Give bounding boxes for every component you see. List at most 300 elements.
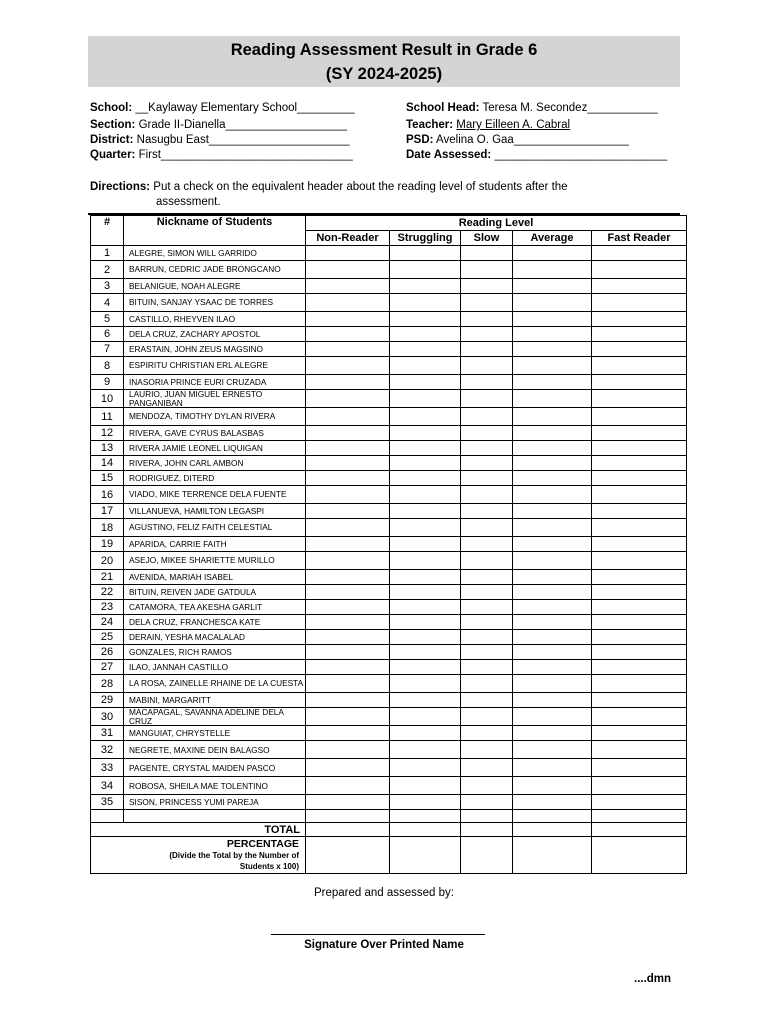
blank-cell — [461, 810, 513, 823]
student-name: RIVERA JAMIE LEONEL LIQUIGAN — [124, 441, 306, 456]
level-header: Average — [513, 231, 592, 246]
table-row — [91, 486, 687, 504]
check-cell[interactable] — [306, 504, 390, 519]
table-row — [91, 246, 687, 261]
check-cell[interactable] — [592, 645, 687, 660]
check-cell[interactable] — [513, 441, 592, 456]
student-name: CASTILLO, RHEYVEN ILAO — [124, 312, 306, 327]
student-number: 7 — [91, 342, 124, 357]
check-cell[interactable] — [592, 246, 687, 261]
school-field — [90, 102, 355, 114]
check-cell[interactable] — [461, 615, 513, 630]
student-name: RIVERA, GAVE CYRUS BALASBAS — [124, 426, 306, 441]
check-cell[interactable] — [592, 375, 687, 390]
school-label: School: — [90, 102, 133, 114]
student-name: VIADO, MIKE TERRENCE DELA FUENTE — [124, 486, 306, 504]
check-cell[interactable] — [513, 693, 592, 708]
percentage-cell — [390, 837, 461, 874]
table-row — [91, 519, 687, 537]
check-cell[interactable] — [461, 660, 513, 675]
check-cell[interactable] — [390, 261, 461, 279]
check-cell[interactable] — [390, 519, 461, 537]
quarter-value: First______________________________ — [138, 149, 353, 161]
student-number: 11 — [91, 408, 124, 426]
check-cell[interactable] — [306, 426, 390, 441]
table-row — [91, 693, 687, 708]
check-cell[interactable] — [592, 426, 687, 441]
student-name: PAGENTE, CRYSTAL MAIDEN PASCO — [124, 759, 306, 777]
teacher-label: Teacher: — [406, 119, 454, 131]
check-cell[interactable] — [513, 471, 592, 486]
table-row — [91, 660, 687, 675]
check-cell[interactable] — [390, 408, 461, 426]
check-cell[interactable] — [592, 726, 687, 741]
check-cell[interactable] — [461, 294, 513, 312]
check-cell[interactable] — [461, 693, 513, 708]
student-name: SISON, PRINCESS YUMI PAREJA — [124, 795, 306, 810]
check-cell[interactable] — [592, 471, 687, 486]
check-cell[interactable] — [513, 504, 592, 519]
check-cell[interactable] — [390, 630, 461, 645]
check-cell[interactable] — [513, 375, 592, 390]
check-cell[interactable] — [306, 570, 390, 585]
district-field — [90, 134, 350, 146]
check-cell[interactable] — [513, 645, 592, 660]
check-cell[interactable] — [390, 456, 461, 471]
page-title: Reading Assessment Result in Grade 6 — [230, 41, 538, 59]
date-assessed-field — [406, 149, 667, 161]
student-number: 18 — [91, 519, 124, 537]
student-number: 16 — [91, 486, 124, 504]
check-cell[interactable] — [592, 408, 687, 426]
check-cell[interactable] — [461, 570, 513, 585]
col-num-header: # — [91, 216, 124, 246]
check-cell[interactable] — [390, 327, 461, 342]
student-name: ASEJO, MIKEE SHARIETTE MURILLO — [124, 552, 306, 570]
check-cell[interactable] — [513, 660, 592, 675]
blank-cell — [91, 810, 124, 823]
check-cell[interactable] — [592, 675, 687, 693]
check-cell[interactable] — [513, 726, 592, 741]
check-cell[interactable] — [513, 327, 592, 342]
total-label: TOTAL — [91, 823, 306, 837]
student-number: 13 — [91, 441, 124, 456]
teacher-field — [406, 119, 570, 131]
student-name: CATAMORA, TEA AKESHA GARLIT — [124, 600, 306, 615]
check-cell[interactable] — [513, 279, 592, 294]
check-cell[interactable] — [390, 504, 461, 519]
check-cell[interactable] — [461, 312, 513, 327]
check-cell[interactable] — [306, 552, 390, 570]
table-row — [91, 726, 687, 741]
check-cell[interactable] — [592, 390, 687, 408]
check-cell[interactable] — [390, 246, 461, 261]
check-cell[interactable] — [461, 327, 513, 342]
check-cell[interactable] — [513, 570, 592, 585]
check-cell[interactable] — [513, 552, 592, 570]
check-cell[interactable] — [513, 342, 592, 357]
check-cell[interactable] — [306, 312, 390, 327]
reading-level-table — [90, 215, 687, 874]
school-year: (SY 2024-2025) — [325, 65, 443, 83]
directions-label: Directions: — [90, 181, 151, 193]
check-cell[interactable] — [592, 552, 687, 570]
percentage-cell — [513, 837, 592, 874]
check-cell[interactable] — [592, 312, 687, 327]
check-cell[interactable] — [306, 408, 390, 426]
table-row — [91, 585, 687, 600]
student-name: INASORIA PRINCE EURI CRUZADA — [124, 375, 306, 390]
student-name: DELA CRUZ, FRANCHESCA KATE — [124, 615, 306, 630]
check-cell[interactable] — [390, 426, 461, 441]
check-cell[interactable] — [592, 327, 687, 342]
check-cell[interactable] — [306, 261, 390, 279]
check-cell[interactable] — [390, 342, 461, 357]
signature-label: Signature Over Printed Name — [304, 939, 464, 951]
check-cell[interactable] — [513, 615, 592, 630]
check-cell[interactable] — [592, 519, 687, 537]
check-cell[interactable] — [461, 357, 513, 375]
student-name: BELANIGUE, NOAH ALEGRE — [124, 279, 306, 294]
student-number: 27 — [91, 660, 124, 675]
check-cell[interactable] — [461, 795, 513, 810]
student-number: 32 — [91, 741, 124, 759]
check-cell[interactable] — [513, 246, 592, 261]
check-cell[interactable] — [390, 537, 461, 552]
check-cell[interactable] — [306, 456, 390, 471]
check-cell[interactable] — [461, 441, 513, 456]
check-cell[interactable] — [592, 585, 687, 600]
check-cell[interactable] — [390, 570, 461, 585]
check-cell[interactable] — [306, 375, 390, 390]
student-name: DERAIN, YESHA MACALALAD — [124, 630, 306, 645]
check-cell[interactable] — [306, 795, 390, 810]
check-cell[interactable] — [513, 426, 592, 441]
check-cell[interactable] — [306, 246, 390, 261]
student-number: 31 — [91, 726, 124, 741]
check-cell[interactable] — [513, 390, 592, 408]
check-cell[interactable] — [461, 537, 513, 552]
check-cell[interactable] — [306, 630, 390, 645]
quarter-label: Quarter: — [90, 149, 136, 161]
table-row — [91, 552, 687, 570]
date-assessed-label: Date Assessed: — [406, 149, 492, 161]
check-cell[interactable] — [513, 312, 592, 327]
check-cell[interactable] — [513, 630, 592, 645]
check-cell[interactable] — [592, 630, 687, 645]
check-cell[interactable] — [461, 456, 513, 471]
student-name: AVENIDA, MARIAH ISABEL — [124, 570, 306, 585]
check-cell[interactable] — [461, 426, 513, 441]
check-cell[interactable] — [306, 645, 390, 660]
student-number: 6 — [91, 327, 124, 342]
check-cell[interactable] — [513, 261, 592, 279]
check-cell[interactable] — [461, 504, 513, 519]
check-cell[interactable] — [513, 777, 592, 795]
check-cell[interactable] — [306, 693, 390, 708]
check-cell[interactable] — [592, 261, 687, 279]
check-cell[interactable] — [461, 519, 513, 537]
table-row — [91, 456, 687, 471]
student-number: 26 — [91, 645, 124, 660]
check-cell[interactable] — [513, 537, 592, 552]
check-cell[interactable] — [306, 342, 390, 357]
student-number: 33 — [91, 759, 124, 777]
check-cell[interactable] — [592, 795, 687, 810]
table-row — [91, 741, 687, 759]
student-name: MACAPAGAL, SAVANNA ADELINE DELA CRUZ — [124, 708, 306, 726]
check-cell[interactable] — [513, 759, 592, 777]
table-row — [91, 759, 687, 777]
check-cell[interactable] — [390, 615, 461, 630]
student-name: BITUIN, REIVEN JADE GATDULA — [124, 585, 306, 600]
check-cell[interactable] — [513, 795, 592, 810]
check-cell[interactable] — [461, 675, 513, 693]
check-cell[interactable] — [592, 777, 687, 795]
total-cell — [592, 823, 687, 837]
check-cell[interactable] — [390, 294, 461, 312]
check-cell[interactable] — [513, 294, 592, 312]
check-cell[interactable] — [390, 471, 461, 486]
check-cell[interactable] — [461, 375, 513, 390]
student-number: 1 — [91, 246, 124, 261]
check-cell[interactable] — [306, 441, 390, 456]
teacher-value: Mary Eilleen A. Cabral — [456, 119, 571, 131]
total-cell — [461, 823, 513, 837]
check-cell[interactable] — [461, 759, 513, 777]
percentage-cell — [461, 837, 513, 874]
check-cell[interactable] — [390, 441, 461, 456]
student-name: BARRUN, CEDRIC JADE BRONGCANO — [124, 261, 306, 279]
check-cell[interactable] — [306, 585, 390, 600]
table-row — [91, 342, 687, 357]
student-number: 30 — [91, 708, 124, 726]
table-row — [91, 777, 687, 795]
check-cell[interactable] — [592, 342, 687, 357]
table-row — [91, 375, 687, 390]
check-cell[interactable] — [592, 708, 687, 726]
check-cell[interactable] — [592, 279, 687, 294]
check-cell[interactable] — [306, 519, 390, 537]
signature-line — [271, 934, 485, 935]
check-cell[interactable] — [390, 600, 461, 615]
table-row — [91, 630, 687, 645]
check-cell[interactable] — [306, 615, 390, 630]
check-cell[interactable] — [513, 486, 592, 504]
student-number: 20 — [91, 552, 124, 570]
check-cell[interactable] — [513, 456, 592, 471]
check-cell[interactable] — [513, 408, 592, 426]
check-cell[interactable] — [461, 708, 513, 726]
check-cell[interactable] — [306, 471, 390, 486]
table-row — [91, 675, 687, 693]
check-cell[interactable] — [461, 342, 513, 357]
check-cell[interactable] — [592, 357, 687, 375]
student-name: AGUSTINO, FELIZ FAITH CELESTIAL — [124, 519, 306, 537]
check-cell[interactable] — [306, 279, 390, 294]
student-name: VILLANUEVA, HAMILTON LEGASPI — [124, 504, 306, 519]
check-cell[interactable] — [306, 759, 390, 777]
psd-field — [406, 134, 629, 146]
table-row — [91, 327, 687, 342]
check-cell[interactable] — [461, 777, 513, 795]
check-cell[interactable] — [592, 441, 687, 456]
check-cell[interactable] — [592, 693, 687, 708]
total-row — [91, 823, 687, 837]
check-cell[interactable] — [306, 390, 390, 408]
check-cell[interactable] — [306, 357, 390, 375]
check-cell[interactable] — [461, 279, 513, 294]
check-cell[interactable] — [513, 708, 592, 726]
check-cell[interactable] — [592, 456, 687, 471]
student-name: DELA CRUZ, ZACHARY APOSTOL — [124, 327, 306, 342]
check-cell[interactable] — [390, 375, 461, 390]
student-number: 22 — [91, 585, 124, 600]
check-cell[interactable] — [390, 675, 461, 693]
blank-cell — [124, 810, 306, 823]
student-number: 3 — [91, 279, 124, 294]
quarter-field — [90, 149, 353, 161]
check-cell[interactable] — [390, 312, 461, 327]
percentage-row — [91, 837, 687, 874]
check-cell[interactable] — [513, 357, 592, 375]
check-cell[interactable] — [306, 741, 390, 759]
table-row — [91, 294, 687, 312]
check-cell[interactable] — [461, 585, 513, 600]
check-cell[interactable] — [461, 408, 513, 426]
check-cell[interactable] — [306, 486, 390, 504]
check-cell[interactable] — [513, 741, 592, 759]
check-cell[interactable] — [461, 645, 513, 660]
student-name: GONZALES, RICH RAMOS — [124, 645, 306, 660]
student-number: 28 — [91, 675, 124, 693]
student-number: 17 — [91, 504, 124, 519]
check-cell[interactable] — [390, 660, 461, 675]
table-row — [91, 441, 687, 456]
check-cell[interactable] — [390, 390, 461, 408]
district-value: Nasugbu East______________________ — [136, 134, 350, 146]
check-cell[interactable] — [390, 585, 461, 600]
student-name: ALEGRE, SIMON WILL GARRIDO — [124, 246, 306, 261]
blank-cell — [592, 810, 687, 823]
psd-label: PSD: — [406, 134, 434, 146]
directions-text: Put a check on the equivalent header about the reading level of students after the — [150, 181, 568, 193]
check-cell[interactable] — [461, 552, 513, 570]
check-cell[interactable] — [306, 537, 390, 552]
check-cell[interactable] — [306, 600, 390, 615]
prepared-by-label: Prepared and assessed by: — [313, 887, 454, 899]
check-cell[interactable] — [390, 552, 461, 570]
student-name: ESPIRITU CHRISTIAN ERL ALEGRE — [124, 357, 306, 375]
check-cell[interactable] — [306, 660, 390, 675]
check-cell[interactable] — [461, 630, 513, 645]
check-cell[interactable] — [390, 741, 461, 759]
level-header: Struggling — [390, 231, 461, 246]
student-number: 2 — [91, 261, 124, 279]
table-row — [91, 615, 687, 630]
check-cell[interactable] — [461, 600, 513, 615]
check-cell[interactable] — [461, 261, 513, 279]
check-cell[interactable] — [592, 741, 687, 759]
student-name: RODRIGUEZ, DITERD — [124, 471, 306, 486]
footer-mark: ....dmn — [634, 973, 672, 985]
student-name: MABINI, MARGARITT — [124, 693, 306, 708]
student-number: 12 — [91, 426, 124, 441]
check-cell[interactable] — [390, 486, 461, 504]
level-header: Non-Reader — [306, 231, 390, 246]
check-cell[interactable] — [306, 708, 390, 726]
check-cell[interactable] — [461, 390, 513, 408]
district-label: District: — [90, 134, 134, 146]
student-name: LAURIO, JUAN MIGUEL ERNESTO PANGANIBAN — [124, 390, 306, 408]
student-number: 21 — [91, 570, 124, 585]
check-cell[interactable] — [390, 708, 461, 726]
check-cell[interactable] — [592, 537, 687, 552]
check-cell[interactable] — [390, 693, 461, 708]
check-cell[interactable] — [390, 279, 461, 294]
check-cell[interactable] — [461, 726, 513, 741]
check-cell[interactable] — [592, 486, 687, 504]
table-row — [91, 408, 687, 426]
check-cell[interactable] — [390, 726, 461, 741]
section-label: Section: — [90, 119, 136, 131]
check-cell[interactable] — [306, 726, 390, 741]
check-cell[interactable] — [461, 486, 513, 504]
check-cell[interactable] — [390, 357, 461, 375]
check-cell[interactable] — [461, 741, 513, 759]
table-row — [91, 426, 687, 441]
check-cell[interactable] — [390, 759, 461, 777]
check-cell[interactable] — [592, 504, 687, 519]
level-header: Fast Reader — [592, 231, 687, 246]
check-cell[interactable] — [390, 795, 461, 810]
check-cell[interactable] — [306, 327, 390, 342]
table-row — [91, 708, 687, 726]
check-cell[interactable] — [390, 777, 461, 795]
check-cell[interactable] — [306, 294, 390, 312]
check-cell[interactable] — [513, 600, 592, 615]
table-row — [91, 645, 687, 660]
check-cell[interactable] — [513, 519, 592, 537]
student-number: 5 — [91, 312, 124, 327]
check-cell[interactable] — [306, 777, 390, 795]
check-cell[interactable] — [513, 585, 592, 600]
table-row — [91, 570, 687, 585]
student-number: 9 — [91, 375, 124, 390]
check-cell[interactable] — [592, 570, 687, 585]
check-cell[interactable] — [592, 294, 687, 312]
check-cell[interactable] — [390, 645, 461, 660]
student-number: 25 — [91, 630, 124, 645]
student-name: LA ROSA, ZAINELLE RHAINE DE LA CUESTA — [124, 675, 306, 693]
student-rows — [91, 246, 687, 810]
table-row — [91, 279, 687, 294]
check-cell[interactable] — [461, 471, 513, 486]
table-row — [91, 600, 687, 615]
student-name: ROBOSA, SHEILA MAE TOLENTINO — [124, 777, 306, 795]
check-cell[interactable] — [592, 600, 687, 615]
check-cell[interactable] — [592, 615, 687, 630]
check-cell[interactable] — [513, 675, 592, 693]
check-cell[interactable] — [461, 246, 513, 261]
percentage-note-1: (Divide the Total by the Number of — [169, 851, 299, 861]
student-number: 35 — [91, 795, 124, 810]
check-cell[interactable] — [592, 660, 687, 675]
check-cell[interactable] — [306, 675, 390, 693]
check-cell[interactable] — [592, 759, 687, 777]
school-head-value: Teresa M. Secondez___________ — [482, 102, 658, 114]
total-cell — [306, 823, 390, 837]
